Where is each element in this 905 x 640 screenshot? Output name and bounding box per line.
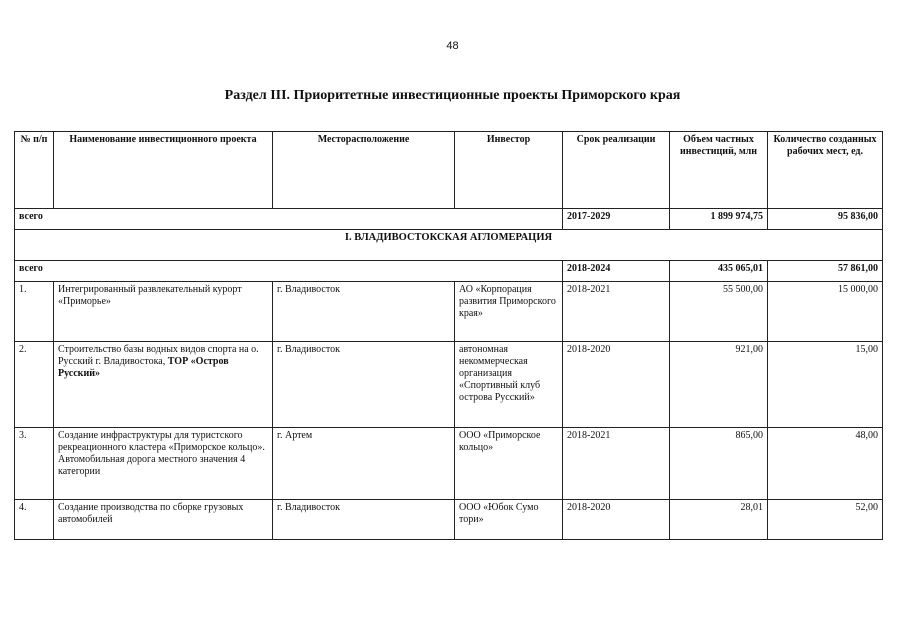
header-investment: Объем частных инвестиций, млн <box>670 132 768 209</box>
row-project-name-text: Строительство базы водных видов спорта на о. Русский г. Владивостока, <box>58 344 259 367</box>
page-number: 48 <box>446 40 459 52</box>
region-header-row <box>15 230 883 261</box>
header-project-name: Наименование инвестиционного проекта <box>54 132 273 209</box>
row-period: 2018-2020 <box>563 500 670 540</box>
region-total-period: 2018-2024 <box>563 261 670 282</box>
row-location: г. Владивосток <box>273 282 455 342</box>
row-number: 3. <box>15 428 54 500</box>
row-project-name <box>54 428 273 500</box>
header-jobs: Количество созданных рабочих мест, ед. <box>768 132 883 209</box>
row-project-name <box>54 500 273 540</box>
header-investor: Инвестор <box>455 132 563 209</box>
row-project-name-text: Создание инфраструктуры для туристского рекреационного кластера «Приморское кольцо». Автомобильная дорога местного значения 4 категории <box>58 430 265 477</box>
row-jobs: 48,00 <box>768 428 883 500</box>
row-jobs: 15,00 <box>768 342 883 428</box>
row-project-name <box>54 282 273 342</box>
row-project-name-bold: ТОР «Остров Русский» <box>58 356 229 379</box>
row-period: 2018-2021 <box>563 428 670 500</box>
investment-projects-table <box>14 131 883 540</box>
header-period: Срок реализации <box>563 132 670 209</box>
row-period: 2018-2020 <box>563 342 670 428</box>
section-title: Раздел III. Приоритетные инвестиционные проекты Приморского края <box>224 88 681 103</box>
row-number: 2. <box>15 342 54 428</box>
grand-total-row <box>15 209 883 230</box>
region-total-row <box>15 261 883 282</box>
row-jobs: 52,00 <box>768 500 883 540</box>
region-total-investment: 435 065,01 <box>670 261 768 282</box>
row-project-name <box>54 342 273 428</box>
row-location: г. Артем <box>273 428 455 500</box>
table-row <box>15 500 883 540</box>
table-row <box>15 428 883 500</box>
row-investor: ООО «Юбок Сумо тори» <box>455 500 563 540</box>
grand-total-investment: 1 899 974,75 <box>670 209 768 230</box>
row-investment: 921,00 <box>670 342 768 428</box>
row-investment: 865,00 <box>670 428 768 500</box>
table-header-row <box>15 132 883 209</box>
row-project-name-text: Интегрированный развлекательный курорт «Приморье» <box>58 284 242 307</box>
row-period: 2018-2021 <box>563 282 670 342</box>
table-row <box>15 342 883 428</box>
row-investment: 28,01 <box>670 500 768 540</box>
row-number: 4. <box>15 500 54 540</box>
region-total-label: всего <box>15 261 563 282</box>
grand-total-period: 2017-2029 <box>563 209 670 230</box>
header-number: № п/п <box>15 132 54 209</box>
row-investor: ООО «Приморское кольцо» <box>455 428 563 500</box>
row-location: г. Владивосток <box>273 500 455 540</box>
table-row <box>15 282 883 342</box>
row-investor: АО «Корпорация развития Приморского края» <box>455 282 563 342</box>
region-total-jobs: 57 861,00 <box>768 261 883 282</box>
grand-total-label: всего <box>15 209 563 230</box>
row-number: 1. <box>15 282 54 342</box>
grand-total-jobs: 95 836,00 <box>768 209 883 230</box>
row-location: г. Владивосток <box>273 342 455 428</box>
row-investment: 55 500,00 <box>670 282 768 342</box>
row-project-name-text: Создание производства по сборке грузовых автомобилей <box>58 502 244 525</box>
row-jobs: 15 000,00 <box>768 282 883 342</box>
region-title: I. ВЛАДИВОСТОКСКАЯ АГЛОМЕРАЦИЯ <box>15 230 883 261</box>
row-investor: автономная некоммерческая организация «Спортивный клуб острова Русский» <box>455 342 563 428</box>
header-location: Месторасположение <box>273 132 455 209</box>
